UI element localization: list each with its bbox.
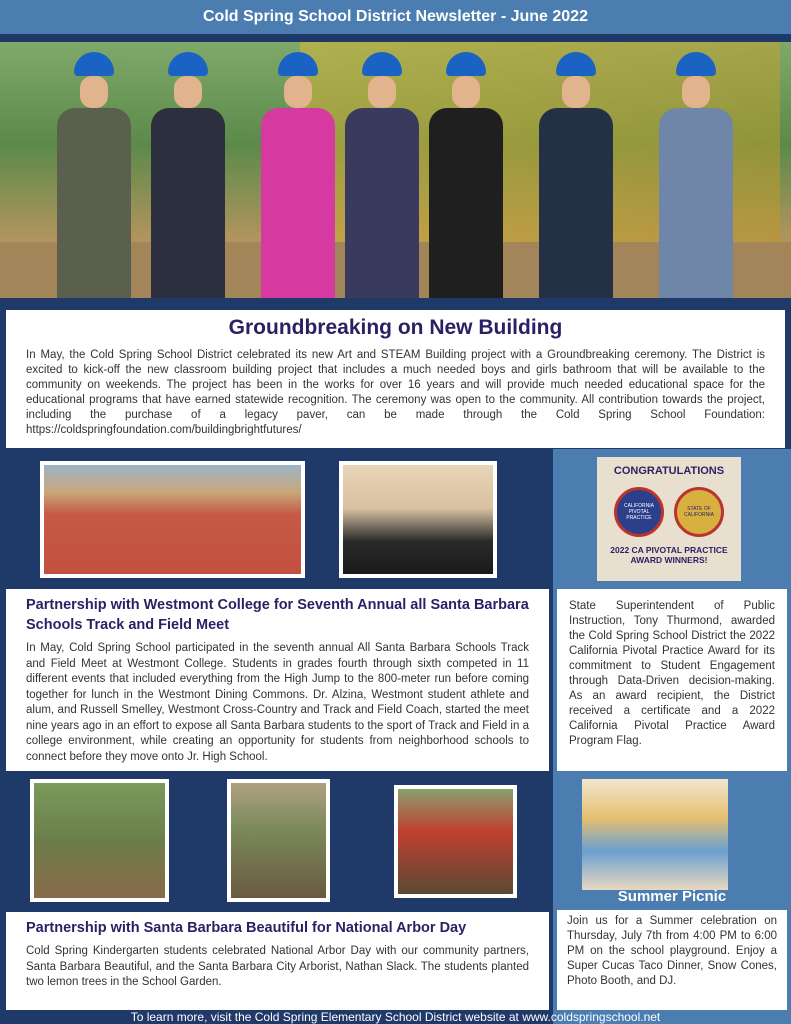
newsletter-header [0,0,791,34]
track-body: In May, Cold Spring School participated in the seventh annual All Santa Barbara Schools Track and Field Meet at Westmont College. Students in grades fourth through sixth competed in 11 different events that included everything from the High Jump to the 800-meter run before coming together for lunch in the Westmont Dining Commons. Dr. Alzina, Westmont student athlete and alum, and Russell Smelley, Westmont Cross-Country and Track and Field Coach, started the meet nine years ago in an effort to expose all Santa Barbara students to the sport of Track and Field in a college environment, while creating an opportunity for students from neighborhood schools to connect before they move onto Jr. High School. [26,642,529,763]
arbor-photo-3 [394,785,517,898]
groundbreaking-title: Groundbreaking on New Building [228,316,563,339]
picnic-title: Summer Picnic [617,888,727,905]
pivotal-award-graphic [597,457,741,581]
person-figure [256,52,340,298]
header-divider [0,34,791,42]
footer [0,1010,791,1024]
groundbreaking-photo [0,42,791,298]
award-subtitle: 2022 CA PIVOTAL PRACTICE AWARD WINNERS! [610,545,728,565]
person-figure [146,52,230,298]
track-story [6,589,549,771]
track-students-photo [339,461,497,578]
arbor-photo-1 [30,779,169,902]
arbor-body: Cold Spring Kindergarten students celebrated National Arbor Day with our community partners, Santa Barbara Beautiful, and the Santa Barbara City Arborist, Nathan Slack. The students planted two lemon trees in the School Garden. [26,945,529,988]
award-body: State Superintendent of Public Instruction, Tony Thurmond, awarded the Cold Spring School District the 2022 California Pivotal Practice Award for its commitment to Student Engagement through Data-Driven decision-making. As an award recipient, the District received a certificate and a 2022 California Pivotal Practice Award Program Flag. [569,600,775,747]
picnic-text-panel [557,910,787,1010]
award-text-panel [557,589,787,771]
person-figure [534,52,618,298]
california-pivotal-seal: CALIFORNIA PIVOTAL PRACTICE [614,487,664,537]
track-title: Partnership with Westmont College for Seventh Annual all Santa Barbara Schools Track and Field Meet [26,597,529,633]
person-figure [340,52,424,298]
summer-picnic-photo [582,779,728,890]
arbor-story [6,912,549,1010]
newsletter-title: Cold Spring School District Newsletter - June 2022 [203,8,588,25]
groundbreaking-story [6,310,785,448]
picnic-body: Join us for a Summer celebration on Thursday, July 7th from 4:00 PM to 6:00 PM on the school playground. Enjoy a Super Cucas Taco Dinner, Snow Cones, Photo Booth, and DJ. [567,915,777,987]
person-figure [424,52,508,298]
arbor-title: Partnership with Santa Barbara Beautiful for National Arbor Day [26,920,467,936]
person-figure [654,52,738,298]
footer-text: To learn more, visit the Cold Spring Elementary School District website at www.coldspringschool.net [130,1010,661,1024]
arbor-photo-2 [227,779,330,902]
groundbreaking-body: In May, the Cold Spring School District celebrated its new Art and STEAM Building project with a Groundbreaking ceremony. The District is excited to kick-off the new classroom building project that includes a much needed boys and girls bathroom that will be available to the community on weekends. The project has been in the works for over 16 years and will provide much needed educational space for the educational programs that have earned statewide recognition. The ceremony was open to the community. All contribution towards the project, including the purchase of a legacy paver, can be made through the Cold Spring School Foundation: https://coldspringfoundation.com/buildingbrightfutures/ [26,349,765,436]
state-seal: STATE OF CALIFORNIA [674,487,724,537]
track-race-photo [40,461,305,578]
person-figure [52,52,136,298]
award-congrats: CONGRATULATIONS [613,465,725,477]
